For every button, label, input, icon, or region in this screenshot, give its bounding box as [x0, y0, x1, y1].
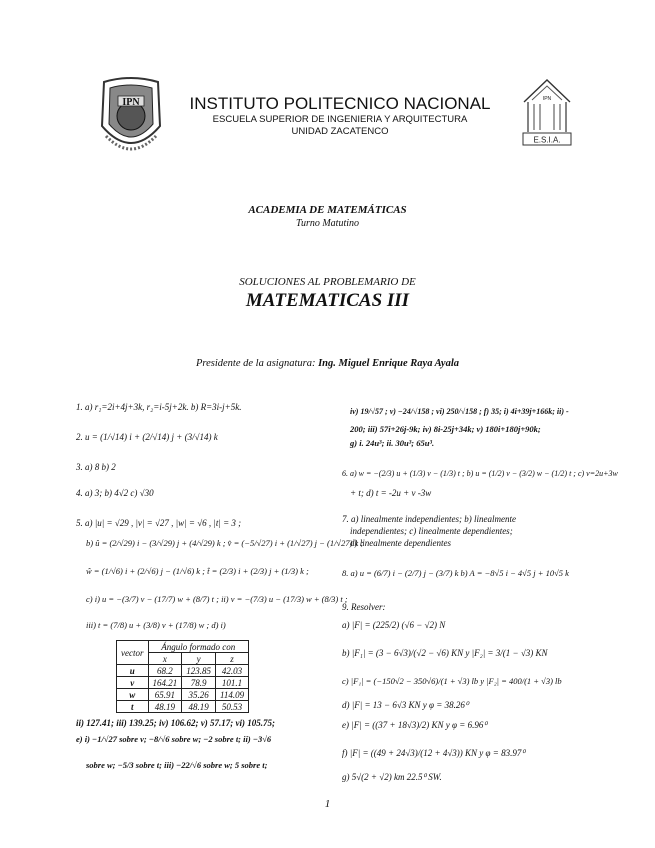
table-cell: t [117, 701, 149, 713]
answer-7a: 7. a) linealmente independientes; b) linealmente [342, 514, 516, 524]
answer-4: 4. a) 3; b) 4√2 c) √30 [76, 488, 154, 498]
table-cell: u [117, 665, 149, 677]
answer-5d-ii: ii) 127.41; iii) 139.25; iv) 106.62; v) 57.17; vi) 105.75; [76, 718, 275, 728]
answer-5e: e) i) −1/√27 sobre v; −8/√6 sobre w; −2 sobre t; ii) −3√6 [76, 734, 272, 744]
table-row [117, 689, 249, 701]
answer-9b: b) |F₁| = (3 − 6√3)/(√2 − √6) KN y |F₂| = 3/(1 − √3) KN [342, 648, 548, 658]
unit-name: UNIDAD ZACATENCO [291, 126, 389, 137]
table-cell: 48.19 [182, 701, 216, 713]
table-axis-z: z [216, 653, 249, 665]
table-cell: 68.2 [148, 665, 182, 677]
table-axis-y: y [182, 653, 216, 665]
table-cell: 50.53 [216, 701, 249, 713]
table-header-angle: Ángulo formado con [148, 641, 249, 653]
president-line [0, 358, 655, 369]
table-cell: 164.21 [148, 677, 182, 689]
subject-title: MATEMATICAS III [245, 290, 410, 311]
svg-text:IPN: IPN [122, 97, 140, 108]
answer-8: 8. a) u = (6/7) i − (2/7) j − (3/7) k b) A = −8√5 i − 4√5 j + 10√5 k [342, 568, 569, 578]
solutions-label: SOLUCIONES AL PROBLEMARIO DE [239, 276, 416, 288]
answer-5a: 5. a) |u| = √29 , |v| = √27 , |w| = √6 , |t| = 3 ; [76, 518, 242, 528]
answer-5b: b) û = (2/√29) i − (3/√29) j + (4/√29) k ; v̂ = (−5/√27) i + (1/√27) j − (1/√27) k ; [86, 538, 364, 548]
answer-5c: c) i) u = −(3/7) v − (17/7) w + (8/7) t ; ii) v = −(7/3) u − (17/3) w + (8/3) t ; [86, 594, 348, 604]
table-cell: 123.85 [182, 665, 216, 677]
answer-9a: a) |F| = (225/2) (√6 − √2) N [342, 620, 446, 630]
answer-9g: g) 5√(2 + √2) km 22.5⁰ SW. [342, 772, 442, 782]
table-cell: 78.9 [182, 677, 216, 689]
answer-5b-cont: ŵ = (1/√6) i + (2/√6) j − (1/√6) k ; t̂ = (2/3) i + (2/3) j + (1/3) k ; [86, 566, 309, 576]
answer-9f: f) |F| = ((49 + 24√3)/(12 + 4√3)) KN y φ = 83.97⁰ [342, 748, 525, 758]
answer-7b: independientes; c) linealmente dependientes; [350, 526, 513, 536]
answer-9e: e) |F| = ((37 + 18√3)/2) KN y φ = 6.96⁰ [342, 720, 487, 730]
president-name: Ing. Miguel Enrique Raya Ayala [318, 358, 459, 369]
page-number: 1 [324, 798, 331, 810]
answer-9c: c) |F₁| = (−150√2 − 350√6)/(1 + √3) lb y |F₂| = 400/(1 + √3) lb [342, 676, 562, 686]
president-label: Presidente de la asignatura: [196, 358, 316, 369]
table-cell: 48.19 [148, 701, 182, 713]
answer-5e-cont: sobre w; −5/3 sobre t; iii) −22/√6 sobre w; 5 sobre t; [86, 760, 268, 770]
shift-label: Turno Matutino [295, 218, 360, 229]
answer-6: 6. a) w = −(2/3) u + (1/3) v − (1/3) t ; b) u = (1/2) v − (3/2) w − (1/2) t ; c) v=2u+3w [342, 469, 618, 478]
table-cell: v [117, 677, 149, 689]
table-cell: 65.91 [148, 689, 182, 701]
answer-9d: d) |F| = 13 − 6√3 KN y φ = 38.26⁰ [342, 700, 469, 710]
table-row [117, 665, 249, 677]
table-cell: w [117, 689, 149, 701]
institute-title: INSTITUTO POLITECNICO NACIONAL [189, 94, 491, 113]
answer-2: 2. u = (1/√14) i + (2/√14) j + (3/√14) k [76, 432, 218, 442]
answer-5g: g) i. 24u³; ii. 30u³; 65u³. [350, 438, 435, 448]
answer-3: 3. a) 8 b) 2 [76, 462, 116, 472]
answer-5f-cont: 200; iii) 57i+26j-9k; iv) 8i-25j+34k; v) 180i+180j+90k; [350, 424, 541, 434]
angle-table [116, 640, 249, 713]
svg-text:IPN: IPN [542, 96, 552, 102]
answer-1: 1. a) r₁=2i+4j+3k, r₂=i-5j+2k. b) R=3i-j+5k. [76, 402, 242, 412]
svg-text:E.S.I.A.: E.S.I.A. [533, 135, 561, 145]
table-cell: 101.1 [216, 677, 249, 689]
answer-6d: + t; d) t = -2u + v -3w [350, 488, 432, 498]
answer-5f: iv) 19/√57 ; v) −24/√158 ; vi) 250/√158 ; f) 35; i) 4i+39j+166k; ii) - [350, 407, 569, 416]
table-cell: 42.03 [216, 665, 249, 677]
academy-title: ACADEMIA DE MATEMÁTICAS [248, 204, 407, 216]
table-row [117, 701, 249, 713]
table-axis-x: x [148, 653, 182, 665]
table-cell: 114.09 [216, 689, 249, 701]
answer-5c-iii: iii) t = (7/8) u + (3/8) v + (17/8) w ; d) i) [86, 620, 226, 630]
school-name: ESCUELA SUPERIOR DE INGENIERIA Y ARQUITECTURA [212, 114, 468, 125]
table-cell: 35.26 [182, 689, 216, 701]
table-row [117, 677, 249, 689]
answer-9: 9. Resolver: [342, 602, 386, 612]
table-header-vector: vector [117, 641, 149, 665]
answer-7d: d) linealmente dependientes [350, 538, 451, 548]
